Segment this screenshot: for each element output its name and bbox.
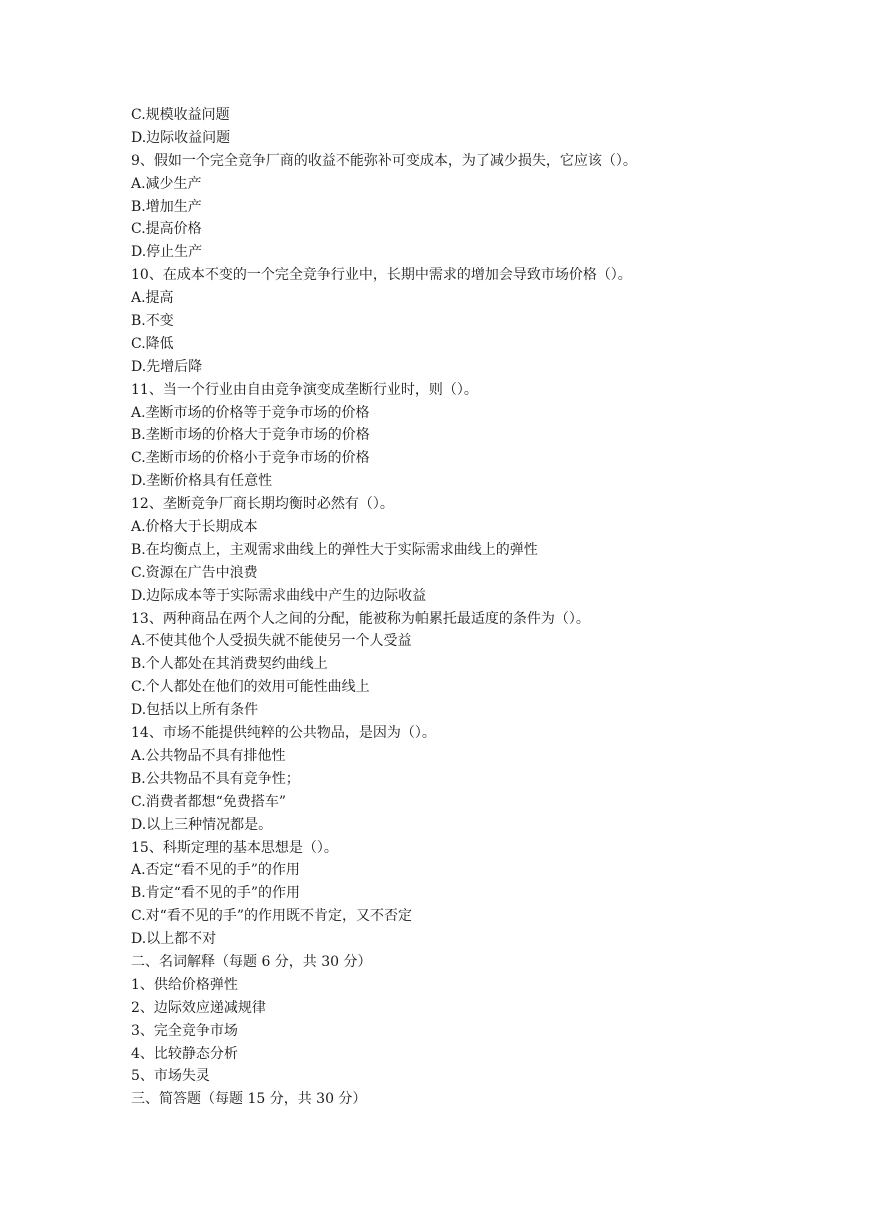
q14-option-d: D.以上三种情况都是。 bbox=[131, 816, 273, 833]
term-2: 2、边际效应递减规律 bbox=[131, 999, 266, 1016]
question-12: 12、垄断竞争厂商长期均衡时必然有（）。 bbox=[131, 496, 394, 513]
q10-option-c: C.降低 bbox=[131, 335, 174, 352]
q15-option-a: A.否定“看不见的手”的作用 bbox=[131, 862, 300, 879]
question-9: 9、假如一个完全竞争厂商的收益不能弥补可变成本，为了减少损失，它应该（）。 bbox=[131, 152, 637, 169]
q12-option-c: C.资源在广告中浪费 bbox=[131, 564, 258, 581]
q15-option-c: C.对“看不见的手”的作用既不肯定，又不否定 bbox=[131, 908, 412, 925]
q11-option-a: A.垄断市场的价格等于竞争市场的价格 bbox=[131, 404, 370, 421]
q13-option-a: A.不使其他个人受损失就不能使另一个人受益 bbox=[131, 633, 412, 650]
section-2-heading: 二、名词解释（每题 6 分，共 30 分） bbox=[131, 953, 372, 970]
q12-option-b: B.在均衡点上，主观需求曲线上的弹性大于实际需求曲线上的弹性 bbox=[131, 541, 538, 558]
option-d-marginal-returns: D.边际收益问题 bbox=[131, 129, 231, 146]
term-5: 5、市场失灵 bbox=[131, 1068, 210, 1085]
option-c-scale-returns: C.规模收益问题 bbox=[131, 107, 230, 123]
term-1: 1、供给价格弹性 bbox=[131, 976, 238, 993]
q9-option-d: D.停止生产 bbox=[131, 244, 203, 261]
question-15: 15、科斯定理的基本思想是（）。 bbox=[131, 839, 338, 856]
question-10: 10、在成本不变的一个完全竞争行业中，长期中需求的增加会导致市场价格（）。 bbox=[131, 267, 632, 284]
q12-option-d: D.边际成本等于实际需求曲线中产生的边际收益 bbox=[131, 587, 427, 604]
q14-option-b: B.公共物品不具有竞争性； bbox=[131, 770, 300, 787]
question-11: 11、当一个行业由自由竞争演变成垄断行业时，则（）。 bbox=[131, 381, 478, 398]
document-body bbox=[131, 104, 771, 1111]
q13-option-d: D.包括以上所有条件 bbox=[131, 702, 259, 719]
q9-option-a: A.减少生产 bbox=[131, 175, 202, 192]
q11-option-d: D.垄断价格具有任意性 bbox=[131, 473, 273, 490]
term-4: 4、比较静态分析 bbox=[131, 1045, 238, 1062]
q12-option-a: A.价格大于长期成本 bbox=[131, 519, 258, 536]
question-13: 13、两种商品在两个人之间的分配，能被称为帕累托最适度的条件为（）。 bbox=[131, 610, 590, 627]
q13-option-c: C.个人都处在他们的效用可能性曲线上 bbox=[131, 679, 370, 696]
section-3-heading: 三、简答题（每题 15 分，共 30 分） bbox=[131, 1091, 367, 1108]
q10-option-a: A.提高 bbox=[131, 290, 174, 307]
q14-option-a: A.公共物品不具有排他性 bbox=[131, 747, 286, 764]
q11-option-b: B.垄断市场的价格大于竞争市场的价格 bbox=[131, 427, 370, 444]
q13-option-b: B.个人都处在其消费契约曲线上 bbox=[131, 656, 328, 673]
question-14: 14、市场不能提供纯粹的公共物品，是因为（）。 bbox=[131, 725, 436, 742]
q9-option-b: B.增加生产 bbox=[131, 198, 202, 215]
q9-option-c: C.提高价格 bbox=[131, 221, 202, 238]
q10-option-d: D.先增后降 bbox=[131, 358, 203, 375]
q15-option-b: B.肯定“看不见的手”的作用 bbox=[131, 885, 301, 902]
q14-option-c: C.消费者都想“免费搭车” bbox=[131, 793, 286, 810]
q15-option-d: D.以上都不对 bbox=[131, 931, 217, 948]
term-3: 3、完全竞争市场 bbox=[131, 1022, 238, 1039]
q10-option-b: B.不变 bbox=[131, 313, 174, 330]
q11-option-c: C.垄断市场的价格小于竞争市场的价格 bbox=[131, 450, 370, 467]
